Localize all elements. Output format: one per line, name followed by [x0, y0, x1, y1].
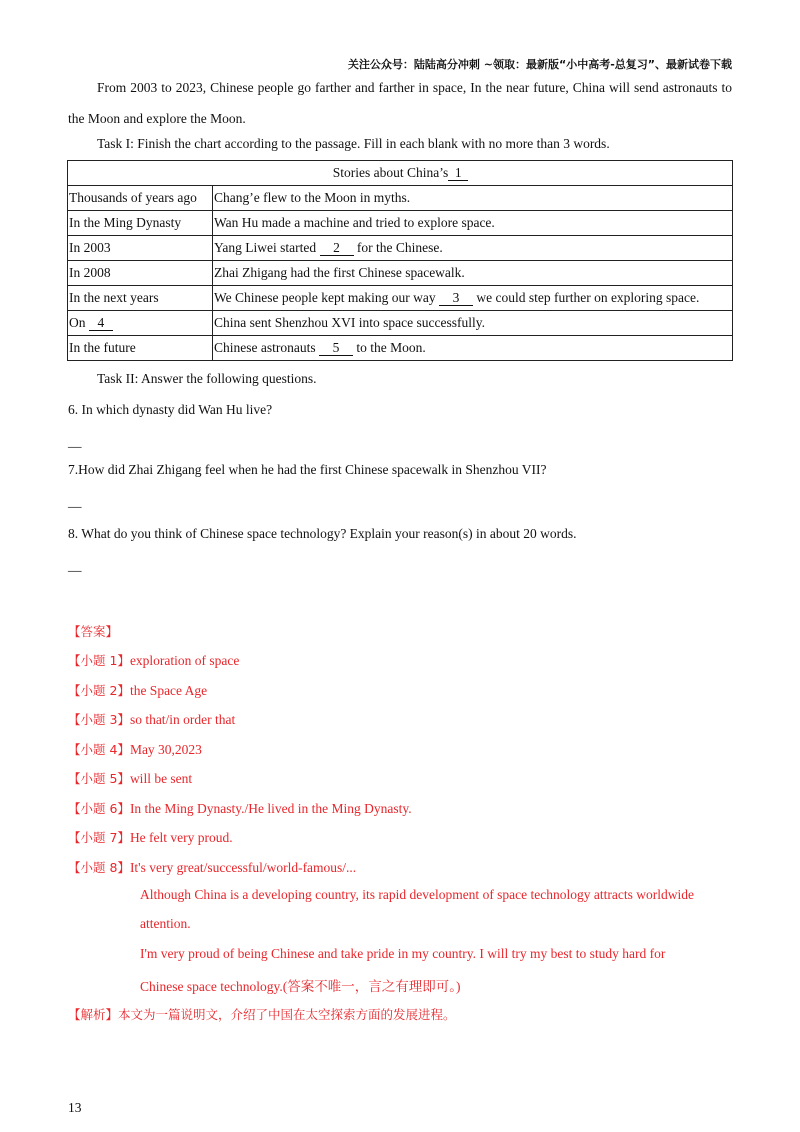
chart-event-cell: Chang’e flew to the Moon in myths.: [213, 186, 733, 211]
question-8: 8. What do you think of Chinese space technology? Explain your reason(s) in about 20 words.: [68, 526, 577, 541]
answer-text: exploration of space: [129, 653, 240, 668]
analysis-text: 本文为一篇说明文，介绍了中国在太空探索方面的发展进程。: [118, 1007, 456, 1022]
blank-3: 3: [439, 290, 473, 306]
chart-row: [68, 311, 733, 336]
answer-8-line: Although China is a developing country, its rapid development of space technology attracts worldwide: [140, 887, 694, 902]
event-text: to the Moon.: [356, 340, 426, 355]
task2-instruction: Task II: Answer the following questions.: [97, 371, 317, 386]
chart-time-cell: Thousands of years ago: [68, 186, 213, 211]
answer-line-8: __: [68, 558, 82, 573]
chart-event-cell: China sent Shenzhou XVI into space successfully.: [213, 311, 733, 336]
blank-5: 5: [319, 340, 353, 356]
blank-1: 1: [448, 165, 468, 181]
chart-time-cell: In the future: [68, 336, 213, 361]
answer-text: so that/in order that: [129, 712, 236, 727]
event-text: We Chinese people kept making our way: [214, 290, 436, 305]
answer-text: He felt very proud.: [129, 830, 233, 845]
answer-heading: 【答案】: [68, 624, 119, 639]
answer-8-line: Chinese space technology.(答案不唯一，言之有理即可。): [140, 979, 461, 994]
answer-tag: 【小题 2】: [68, 683, 130, 698]
answer-8-line: attention.: [140, 916, 191, 931]
chart-event-cell: Wan Hu made a machine and tried to explore space.: [213, 211, 733, 236]
chart-event-cell: Zhai Zhigang had the first Chinese spacewalk.: [213, 261, 733, 286]
chart-time-cell: [68, 311, 213, 336]
event-text: Yang Liwei started: [214, 240, 317, 255]
answer-tag: 【小题 1】: [68, 653, 130, 668]
page-header: 关注公众号：陆陆高分冲刺 ~领取：最新版“小中高考-总复习”、最新试卷下载: [347, 58, 732, 71]
answer-2: [68, 681, 207, 699]
answer-1: [68, 651, 239, 669]
answer-8: [68, 858, 356, 876]
chart-event-cell: [213, 286, 733, 311]
passage-paragraph: From 2003 to 2023, Chinese people go farther and farther in space, In the near future, China will send astronauts to the Moon and explore the Moon.: [68, 80, 732, 126]
answer-tag: 【小题 6】: [68, 801, 130, 816]
answer-text: the Space Age: [129, 683, 208, 698]
chart-event-cell: [213, 236, 733, 261]
chart-row: [68, 261, 733, 286]
time-text: On: [69, 315, 86, 330]
story-chart: [67, 160, 733, 361]
answer-8-line: I'm very proud of being Chinese and take pride in my country. I will try my best to study hard for: [140, 946, 666, 961]
analysis-tag: 【解析】: [68, 1007, 119, 1022]
answer-text: It's very great/successful/world-famous/...: [129, 860, 357, 875]
chart-time-cell: In the Ming Dynasty: [68, 211, 213, 236]
answer-text: will be sent: [129, 771, 193, 786]
question-7: 7.How did Zhai Zhigang feel when he had the first Chinese spacewalk in Shenzhou VII?: [68, 462, 547, 477]
answer-tag: 【小题 7】: [68, 830, 130, 845]
chart-row: [68, 336, 733, 361]
answer-tag: 【小题 3】: [68, 712, 130, 727]
chart-row: [68, 186, 733, 211]
event-text: we could step further on exploring space.: [476, 290, 700, 305]
answer-4: [68, 740, 202, 758]
answer-6: [68, 799, 412, 817]
answer-text: May 30,2023: [129, 742, 202, 757]
analysis: [68, 1005, 456, 1023]
page-number: 13: [68, 1100, 82, 1115]
answer-tag: 【小题 5】: [68, 771, 130, 786]
chart-time-cell: In 2008: [68, 261, 213, 286]
chart-time-cell: In the next years: [68, 286, 213, 311]
chart-event-cell: [213, 336, 733, 361]
answer-tag: 【小题 4】: [68, 742, 130, 757]
task1-instruction: Task I: Finish the chart according to the passage. Fill in each blank with no more than 3 words.: [97, 136, 610, 151]
chart-row: [68, 211, 733, 236]
chart-row: [68, 286, 733, 311]
question-6: 6. In which dynasty did Wan Hu live?: [68, 402, 273, 417]
answer-3: [68, 710, 235, 728]
answer-5: [68, 769, 192, 787]
chart-title-row: [68, 161, 733, 186]
answer-line-7: __: [68, 494, 82, 509]
blank-2: 2: [320, 240, 354, 256]
blank-4: 4: [89, 315, 113, 331]
answer-text: In the Ming Dynasty./He lived in the Ming Dynasty.: [129, 801, 412, 816]
event-text: Chinese astronauts: [214, 340, 316, 355]
answer-tag: 【小题 8】: [68, 860, 130, 875]
answer-7: [68, 828, 233, 846]
answer-line-6: __: [68, 434, 82, 449]
chart-title-text: Stories about China’s: [332, 165, 449, 180]
event-text: for the Chinese.: [356, 240, 443, 255]
chart-row: [68, 236, 733, 261]
chart-title: [68, 161, 733, 186]
chart-time-cell: In 2003: [68, 236, 213, 261]
